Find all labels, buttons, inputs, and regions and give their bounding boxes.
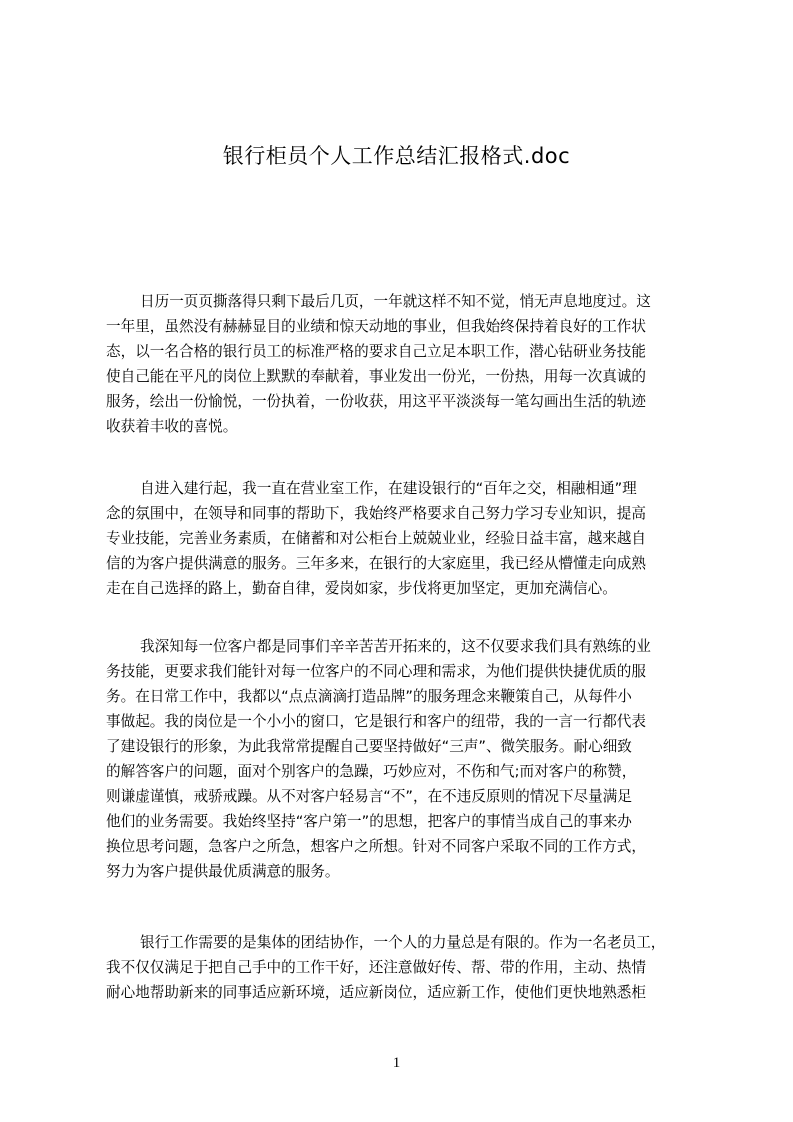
paragraph-line: 换位思考问题，急客户之所急，想客户之所想。针对不同客户采取不同的工作方式， — [106, 838, 646, 855]
paragraph-2 — [106, 476, 702, 601]
paragraph-line: 念的氛围中，在领导和同事的帮助下，我始终严格要求自己努力学习专业知识，提高 — [106, 505, 646, 522]
paragraph-line: 一年里，虽然没有赫赫显目的业绩和惊天动地的事业，但我始终保持着良好的工作状 — [106, 318, 646, 335]
paragraph-line: 服务，绘出一份愉悦，一份执着，一份收获，用这平平淡淡每一笔勾画出生活的轨迹 — [106, 393, 646, 410]
paragraph-line: 耐心地帮助新来的同事适应新环境，适应新岗位，适应新工作，使他们更快地熟悉柜 — [106, 984, 646, 1001]
paragraph-line: 我深知每一位客户都是同事们辛辛苦苦开拓来的，这不仅要求我们具有熟练的业 — [140, 638, 651, 655]
paragraph-line: 事做起。我的岗位是一个小小的窗口，它是银行和客户的纽带，我的一言一行都代表 — [106, 713, 646, 730]
paragraph-line: 务技能，更要求我们能针对每一位客户的不同心理和需求，为他们提供快捷优质的服 — [106, 663, 646, 680]
document-title: 银行柜员个人工作总结汇报格式.doc — [222, 144, 571, 168]
paragraph-line: 的解答客户的问题，面对个别客户的急躁，巧妙应对，不伤和气;而对客户的称赞， — [106, 763, 637, 780]
paragraph-3 — [106, 634, 702, 884]
paragraph-line: 自进入建行起，我一直在营业室工作，在建设银行的“百年之交，相融相通”理 — [140, 480, 637, 497]
paragraph-line: 收获着丰收的喜悦。 — [106, 418, 238, 435]
paragraph-1 — [106, 289, 702, 439]
paragraph-line: 信的为客户提供满意的服务。三年多来，在银行的大家庭里，我已经从懵懂走向成熟 — [106, 555, 646, 572]
paragraph-line: 则谦虚谨慎，戒骄戒躁。从不对客户轻易言“不”，在不违反原则的情况下尽量满足 — [106, 788, 632, 805]
paragraph-line: 务。在日常工作中，我都以“点点滴滴打造品牌”的服务理念来鞭策自己，从每件小 — [106, 688, 632, 705]
paragraph-line: 努力为客户提供最优质满意的服务。 — [106, 863, 340, 880]
paragraph-line: 日历一页页撕落得只剩下最后几页，一年就这样不知不觉，悄无声息地度过。这 — [140, 293, 651, 310]
paragraph-4 — [106, 930, 702, 1005]
paragraph-line: 专业技能，完善业务素质，在储蓄和对公柜台上兢兢业业，经验日益丰富，越来越自 — [106, 530, 646, 547]
paragraph-line: 银行工作需要的是集体的团结协作，一个人的力量总是有限的。作为一名老员工， — [140, 934, 666, 951]
paragraph-line: 使自己能在平凡的岗位上默默的奉献着，事业发出一份光，一份热，用每一次真诚的 — [106, 368, 646, 385]
paragraph-line: 我不仅仅满足于把自己手中的工作干好，还注意做好传、帮、带的作用，主动、热情 — [106, 959, 646, 976]
paragraph-line: 他们的业务需要。我始终坚持“客户第一”的思想，把客户的事情当成自己的事来办 — [106, 813, 632, 830]
paragraph-line: 了建设银行的形象，为此我常常提醒自己要坚持做好“三声”、微笑服务。耐心细致 — [106, 738, 632, 755]
page-number: 1 — [392, 1055, 401, 1071]
paragraph-line: 态，以一名合格的银行员工的标准严格的要求自己立足本职工作，潜心钻研业务技能 — [106, 343, 646, 360]
paragraph-line: 走在自己选择的路上，勤奋自律，爱岗如家，步伐将更加坚定，更加充满信心。 — [106, 580, 617, 597]
